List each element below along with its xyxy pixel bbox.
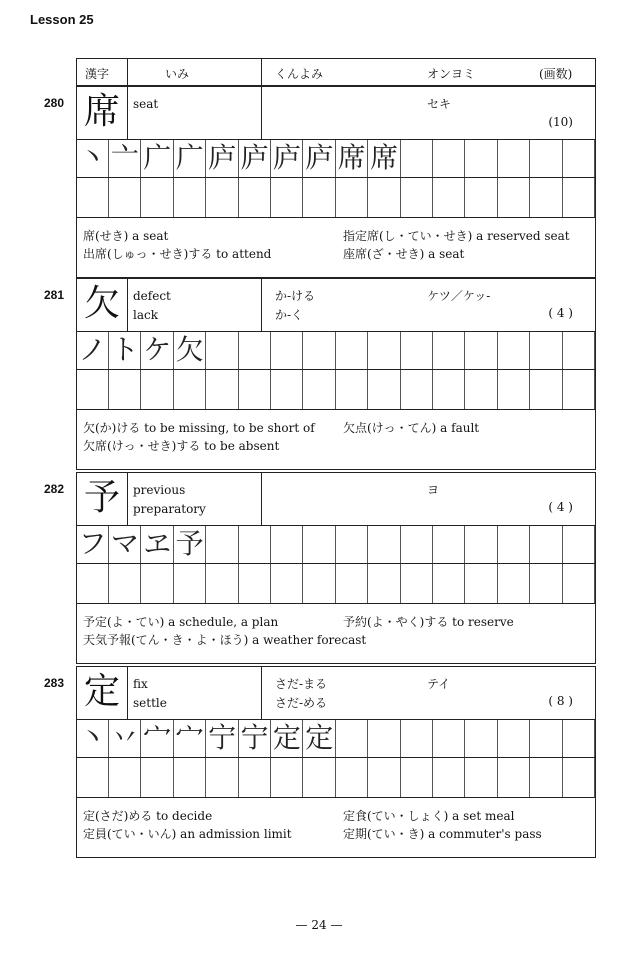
stroke-count: ( 8 ) (548, 694, 573, 708)
stroke-order-cell: 予 (174, 526, 206, 563)
example-text: 指定席(し・てい・せき) a reserved seat (343, 229, 570, 243)
practice-cell (563, 526, 595, 563)
practice-cell (498, 178, 530, 217)
stroke-order-cell: ト (109, 332, 141, 369)
example-text: 定員(てい・いん) an admission limit (83, 827, 292, 841)
practice-cell (77, 370, 109, 409)
kanji-character: 予 (83, 477, 120, 518)
example-text: 欠点(けっ・てん) a fault (343, 421, 480, 435)
stroke-order-cell: 丶 (77, 140, 109, 177)
practice-cell (563, 564, 595, 603)
practice-cell (369, 526, 401, 563)
kanji-entry (76, 86, 596, 278)
practice-cell (369, 178, 401, 217)
header-strokes: (画数) (539, 67, 573, 81)
onyomi-text: テイ (427, 677, 451, 691)
practice-cell (433, 370, 465, 409)
stroke-order-cell: 庐 (271, 140, 303, 177)
practice-cell (369, 720, 401, 757)
practice-cell (142, 178, 174, 217)
meaning-text: seat (133, 97, 159, 111)
example-text: 出席(しゅっ・せき)する to attend (83, 247, 272, 261)
practice-cell (401, 332, 433, 369)
practice-cell (369, 370, 401, 409)
onyomi-text: ケツ／ケッ- (427, 289, 491, 303)
stroke-order-cell: 宀 (142, 720, 174, 757)
practice-cell (498, 720, 530, 757)
practice-cell (271, 332, 303, 369)
stroke-order-cell: 广 (142, 140, 174, 177)
example-text: 予定(よ・てい) a schedule, a plan (83, 615, 279, 629)
practice-cell (174, 178, 206, 217)
kanji-character: 席 (83, 91, 120, 132)
practice-cell (336, 178, 368, 217)
practice-cell (304, 370, 336, 409)
practice-cell (498, 526, 530, 563)
practice-cell (401, 720, 433, 757)
stroke-order-cell: 席 (336, 140, 368, 177)
practice-cell (401, 178, 433, 217)
stroke-order-cell: 宀 (174, 720, 206, 757)
practice-cell (109, 564, 141, 603)
lesson-title: Lesson 25 (30, 12, 94, 27)
practice-cell (433, 758, 465, 797)
kunyomi-text: か-く (275, 308, 304, 322)
stroke-order-cell: 宁 (239, 720, 271, 757)
practice-cell (433, 178, 465, 217)
stroke-order-cell: 丶 (77, 720, 109, 757)
example-text: 座席(ざ・せき) a seat (343, 247, 465, 261)
practice-cell (369, 564, 401, 603)
practice-cell (239, 370, 271, 409)
example-text: 予約(よ・やく)する to reserve (343, 615, 514, 629)
practice-cell (433, 720, 465, 757)
practice-cell (563, 140, 595, 177)
stroke-order-cell: フ (77, 526, 109, 563)
practice-cell (304, 332, 336, 369)
practice-cell (531, 526, 563, 563)
practice-cell (466, 526, 498, 563)
practice-cell (109, 758, 141, 797)
example-text: 定期(てい・き) a commuter's pass (343, 827, 542, 841)
practice-cell (369, 758, 401, 797)
practice-cell (207, 564, 239, 603)
practice-cell (304, 564, 336, 603)
practice-cell (271, 758, 303, 797)
meaning-text: settle (133, 696, 167, 710)
stroke-order-cell: 席 (369, 140, 401, 177)
stroke-order-cell: ノ (77, 332, 109, 369)
stroke-order-cell: ヱ (142, 526, 174, 563)
practice-cell (239, 758, 271, 797)
practice-cell (563, 332, 595, 369)
practice-cell (239, 178, 271, 217)
practice-cell (207, 370, 239, 409)
practice-cell (531, 140, 563, 177)
practice-cell (207, 758, 239, 797)
practice-cell (498, 332, 530, 369)
example-text: 欠席(けっ・せき)する to be absent (83, 439, 280, 453)
stroke-order-cell: 定 (271, 720, 303, 757)
entry-number: 282 (44, 482, 65, 496)
kanji-character: 欠 (83, 283, 120, 324)
practice-cell (271, 526, 303, 563)
practice-cell (336, 332, 368, 369)
entry-number: 281 (44, 288, 65, 302)
column-header (76, 58, 596, 86)
practice-cell (336, 564, 368, 603)
practice-cell (174, 564, 206, 603)
practice-cell (433, 526, 465, 563)
kanji-character: 定 (83, 671, 120, 712)
header-kanji: 漢字 (85, 67, 110, 81)
header-imi: いみ (165, 67, 190, 81)
stroke-order-cell: 宁 (207, 720, 239, 757)
stroke-count: ( 4 ) (548, 500, 573, 514)
practice-cell (531, 758, 563, 797)
practice-cell (77, 758, 109, 797)
onyomi-text: ヨ (427, 483, 440, 497)
practice-cell (304, 758, 336, 797)
practice-cell (433, 332, 465, 369)
stroke-order-cell: 广 (174, 140, 206, 177)
practice-cell (336, 758, 368, 797)
onyomi-text: セキ (427, 97, 452, 111)
practice-cell (207, 178, 239, 217)
practice-cell (531, 564, 563, 603)
kunyomi-text: さだ-まる (275, 677, 328, 691)
practice-cell (531, 332, 563, 369)
practice-cell (271, 370, 303, 409)
stroke-order-cell: 庐 (207, 140, 239, 177)
practice-cell (466, 758, 498, 797)
entry-number: 280 (44, 96, 65, 110)
meaning-text: preparatory (133, 502, 206, 516)
practice-cell (563, 720, 595, 757)
practice-cell (336, 370, 368, 409)
practice-cell (271, 564, 303, 603)
kanji-entry (76, 278, 596, 470)
practice-cell (433, 140, 465, 177)
practice-cell (109, 178, 141, 217)
practice-cell (271, 178, 303, 217)
meaning-text: fix (133, 677, 148, 691)
meaning-text: previous (133, 483, 186, 497)
practice-cell (336, 526, 368, 563)
kanji-entry (76, 666, 596, 858)
practice-cell (77, 564, 109, 603)
practice-cell (401, 140, 433, 177)
example-text: 欠(か)ける to be missing, to be short of (83, 421, 315, 435)
kunyomi-text: か-ける (275, 289, 316, 303)
practice-cell (174, 370, 206, 409)
practice-cell (142, 370, 174, 409)
practice-cell (142, 564, 174, 603)
practice-cell (466, 140, 498, 177)
example-text: 定食(てい・しょく) a set meal (343, 809, 515, 823)
stroke-order-cell: 欠 (174, 332, 206, 369)
practice-cell (77, 178, 109, 217)
practice-cell (369, 332, 401, 369)
practice-cell (401, 758, 433, 797)
practice-cell (531, 720, 563, 757)
practice-cell (336, 720, 368, 757)
practice-cell (466, 178, 498, 217)
stroke-order-cell: 定 (304, 720, 336, 757)
practice-cell (563, 758, 595, 797)
practice-cell (563, 370, 595, 409)
practice-cell (531, 178, 563, 217)
meaning-text: lack (133, 308, 158, 322)
practice-cell (498, 758, 530, 797)
practice-cell (207, 332, 239, 369)
practice-cell (466, 720, 498, 757)
practice-cell (304, 178, 336, 217)
practice-cell (239, 332, 271, 369)
practice-cell (304, 526, 336, 563)
practice-cell (401, 564, 433, 603)
example-text: 天気予報(てん・き・よ・ほう) a weather forecast (83, 633, 367, 647)
practice-cell (109, 370, 141, 409)
practice-cell (498, 140, 530, 177)
stroke-count: (10) (548, 115, 573, 129)
kanji-entry (76, 472, 596, 664)
practice-cell (401, 370, 433, 409)
stroke-order-cell: マ (109, 526, 141, 563)
entry-number: 283 (44, 676, 65, 690)
practice-cell (466, 564, 498, 603)
example-text: 席(せき) a seat (83, 229, 169, 243)
practice-cell (207, 526, 239, 563)
practice-cell (498, 370, 530, 409)
stroke-order-cell: 亠 (109, 140, 141, 177)
stroke-order-cell: 庐 (304, 140, 336, 177)
stroke-order-cell: 庐 (239, 140, 271, 177)
practice-cell (239, 526, 271, 563)
meaning-text: defect (133, 289, 171, 303)
practice-cell (239, 564, 271, 603)
practice-cell (531, 370, 563, 409)
practice-cell (498, 564, 530, 603)
stroke-order-cell: ケ (142, 332, 174, 369)
header-kunyomi: くんよみ (275, 67, 324, 81)
practice-cell (466, 332, 498, 369)
header-onyomi: オンヨミ (427, 67, 476, 81)
practice-cell (433, 564, 465, 603)
practice-cell (142, 758, 174, 797)
page-number: — 24 — (295, 918, 343, 932)
practice-cell (466, 370, 498, 409)
example-text: 定(さだ)める to decide (83, 809, 213, 823)
stroke-count: ( 4 ) (548, 306, 573, 320)
practice-cell (174, 758, 206, 797)
stroke-order-cell: 丷 (109, 720, 141, 757)
kunyomi-text: さだ-める (275, 696, 328, 710)
practice-cell (563, 178, 595, 217)
practice-cell (401, 526, 433, 563)
